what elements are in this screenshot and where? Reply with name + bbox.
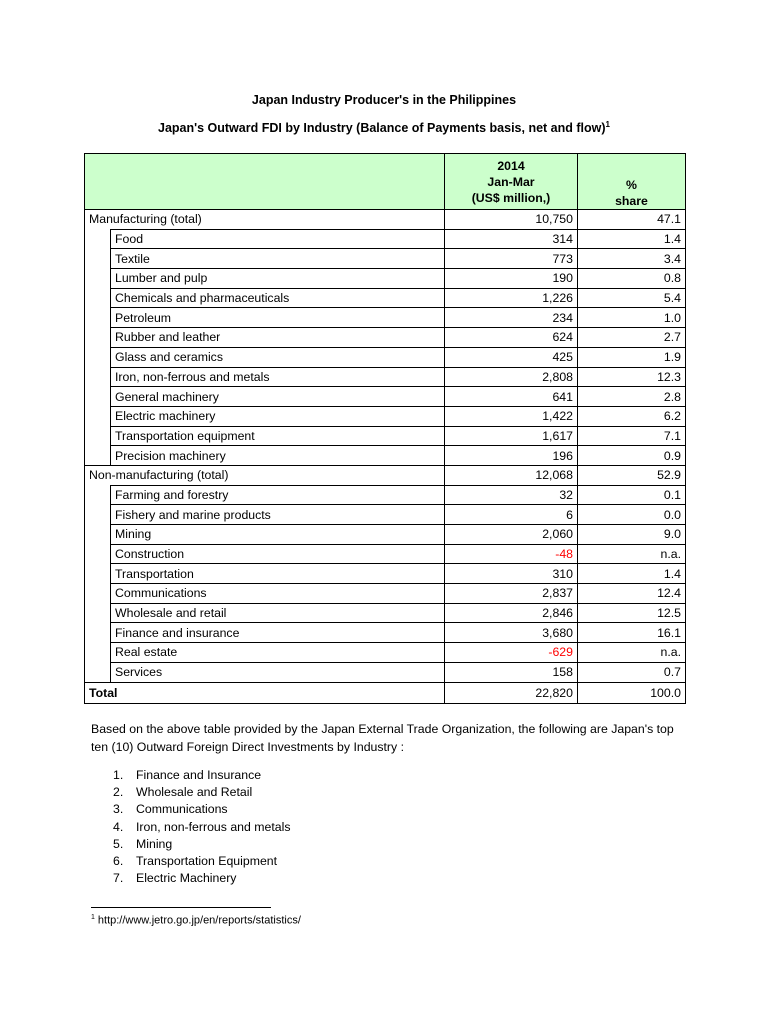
row-share: 12.3 <box>578 367 686 387</box>
manufacturing-total-row <box>85 210 686 230</box>
row-value: 641 <box>445 387 578 407</box>
footnote-divider <box>91 907 271 908</box>
table-row <box>85 249 686 269</box>
list-item <box>113 836 290 853</box>
indent-spacer <box>85 387 111 407</box>
list-number: 4. <box>113 819 124 834</box>
table-row <box>85 406 686 426</box>
table-row <box>85 505 686 525</box>
indent-spacer <box>85 269 111 289</box>
row-label: Fishery and marine products <box>111 505 445 525</box>
list-item <box>113 801 290 818</box>
table-row <box>85 584 686 604</box>
row-value: -48 <box>445 544 578 564</box>
row-value: 2,846 <box>445 603 578 623</box>
footnote-link[interactable]: http://www.jetro.go.jp/en/reports/statistics/ <box>97 914 301 927</box>
top-investments-list <box>113 767 290 887</box>
table-row <box>85 269 686 289</box>
list-text: Iron, non-ferrous and metals <box>136 819 291 834</box>
indent-spacer <box>85 485 111 505</box>
indent-spacer <box>85 505 111 525</box>
list-text: Communications <box>136 802 228 817</box>
table-row <box>85 643 686 663</box>
list-item <box>113 784 290 801</box>
indent-spacer <box>85 564 111 584</box>
document-title: Japan Industry Producer's in the Philippines <box>251 93 517 107</box>
indent-spacer <box>85 525 111 545</box>
row-label: Iron, non-ferrous and metals <box>111 367 445 387</box>
row-share: n.a. <box>578 643 686 663</box>
row-label: Transportation <box>111 564 445 584</box>
row-share: 6.2 <box>578 406 686 426</box>
row-value: 190 <box>445 269 578 289</box>
list-number: 5. <box>113 836 124 851</box>
row-value: 425 <box>445 347 578 367</box>
indent-spacer <box>85 367 111 387</box>
row-label: Manufacturing (total) <box>85 210 445 230</box>
table-row <box>85 564 686 584</box>
table-row <box>85 544 686 564</box>
row-value: 6 <box>445 505 578 525</box>
row-label: Petroleum <box>111 308 445 328</box>
footnote-ref: 1 <box>605 119 610 129</box>
row-label: Transportation equipment <box>111 426 445 446</box>
row-value: 10,750 <box>445 210 578 230</box>
row-share: 3.4 <box>578 249 686 269</box>
indent-spacer <box>85 623 111 643</box>
summary-paragraph: Based on the above table provided by the Japan External Trade Organization, the following are Japan's top ten (10) Outward Foreign Direct Investments by Industry : <box>91 722 674 754</box>
indent-spacer <box>85 662 111 682</box>
row-value: 314 <box>445 229 578 249</box>
row-label: Rubber and leather <box>111 328 445 348</box>
row-share: 47.1 <box>578 210 686 230</box>
row-value: 1,422 <box>445 406 578 426</box>
row-share: 9.0 <box>578 525 686 545</box>
list-text: Electric Machinery <box>136 871 237 886</box>
row-share: 0.9 <box>578 446 686 466</box>
row-value: 1,617 <box>445 426 578 446</box>
grand-total-row <box>85 682 686 703</box>
row-value: 158 <box>445 662 578 682</box>
row-share: 2.7 <box>578 328 686 348</box>
table-subtitle: Japan's Outward FDI by Industry (Balance of Payments basis, net and flow)$^1$ <box>158 119 610 135</box>
table-row <box>85 446 686 466</box>
row-share: 2.8 <box>578 387 686 407</box>
row-value: 310 <box>445 564 578 584</box>
row-share: 52.9 <box>578 465 686 485</box>
indent-spacer <box>85 544 111 564</box>
table-row <box>85 288 686 308</box>
total-share: 100.0 <box>578 682 686 703</box>
row-share: 0.0 <box>578 505 686 525</box>
row-label: Mining <box>111 525 445 545</box>
row-share: 5.4 <box>578 288 686 308</box>
row-share: n.a. <box>578 544 686 564</box>
indent-spacer <box>85 328 111 348</box>
row-label: Construction <box>111 544 445 564</box>
row-label: General machinery <box>111 387 445 407</box>
row-share: 12.4 <box>578 584 686 604</box>
row-label: Glass and ceramics <box>111 347 445 367</box>
table-row <box>85 347 686 367</box>
list-item <box>113 853 290 870</box>
row-share: 1.4 <box>578 229 686 249</box>
header-year-cell: 2014 Jan-Mar (US$ million,) <box>445 154 578 210</box>
row-value: 234 <box>445 308 578 328</box>
row-value: 2,808 <box>445 367 578 387</box>
row-value: 32 <box>445 485 578 505</box>
list-text: Transportation Equipment <box>136 854 278 869</box>
row-label: Farming and forestry <box>111 485 445 505</box>
row-label: Chemicals and pharmaceuticals <box>111 288 445 308</box>
table-row <box>85 387 686 407</box>
row-label: Textile <box>111 249 445 269</box>
row-value: 12,068 <box>445 465 578 485</box>
nonmanufacturing-total-row <box>85 465 686 485</box>
table-row <box>85 603 686 623</box>
table-row <box>85 229 686 249</box>
row-value: 196 <box>445 446 578 466</box>
table-header-row <box>85 154 686 210</box>
list-number: 3. <box>113 802 124 817</box>
header-share-cell: % share <box>578 154 686 210</box>
row-label: Communications <box>111 584 445 604</box>
total-value: 22,820 <box>445 682 578 703</box>
row-label: Wholesale and retail <box>111 603 445 623</box>
row-label: Lumber and pulp <box>111 269 445 289</box>
list-text: Finance and Insurance <box>136 768 262 782</box>
indent-spacer <box>85 406 111 426</box>
table-row <box>85 308 686 328</box>
list-item <box>113 819 290 836</box>
row-label: Services <box>111 662 445 682</box>
row-label: Precision machinery <box>111 446 445 466</box>
indent-spacer <box>85 643 111 663</box>
list-number: 6. <box>113 854 124 869</box>
row-share: 7.1 <box>578 426 686 446</box>
row-share: 0.1 <box>578 485 686 505</box>
table-row <box>85 485 686 505</box>
row-value: 773 <box>445 249 578 269</box>
row-share: 16.1 <box>578 623 686 643</box>
row-share: 12.5 <box>578 603 686 623</box>
table-row <box>85 328 686 348</box>
row-label: Electric machinery <box>111 406 445 426</box>
table-row <box>85 525 686 545</box>
indent-spacer <box>85 584 111 604</box>
list-number: 1. <box>113 768 124 782</box>
indent-spacer <box>85 288 111 308</box>
indent-spacer <box>85 603 111 623</box>
indent-spacer <box>85 446 111 466</box>
row-share: 1.0 <box>578 308 686 328</box>
row-label: Real estate <box>111 643 445 663</box>
row-value: 2,060 <box>445 525 578 545</box>
row-value: 3,680 <box>445 623 578 643</box>
row-share: 1.4 <box>578 564 686 584</box>
fdi-table <box>84 153 686 704</box>
list-number: 2. <box>113 785 124 800</box>
list-text: Mining <box>136 836 173 851</box>
table-row <box>85 367 686 387</box>
table-row <box>85 426 686 446</box>
row-value: 1,226 <box>445 288 578 308</box>
row-share: 0.8 <box>578 269 686 289</box>
indent-spacer <box>85 426 111 446</box>
row-value: 2,837 <box>445 584 578 604</box>
indent-spacer <box>85 229 111 249</box>
table-row <box>85 623 686 643</box>
row-label: Finance and insurance <box>111 623 445 643</box>
total-label: Total <box>85 682 445 703</box>
row-value: -629 <box>445 643 578 663</box>
list-number: 7. <box>113 871 124 886</box>
row-label: Food <box>111 229 445 249</box>
row-share: 1.9 <box>578 347 686 367</box>
footnote: $^1$ http://www.jetro.go.jp/en/reports/statistics/ <box>91 914 301 927</box>
indent-spacer <box>85 347 111 367</box>
table-row <box>85 662 686 682</box>
list-item <box>113 767 290 784</box>
row-label: Non-manufacturing (total) <box>85 465 445 485</box>
indent-spacer <box>85 308 111 328</box>
header-label-cell <box>85 154 445 210</box>
indent-spacer <box>85 249 111 269</box>
row-share: 0.7 <box>578 662 686 682</box>
list-item <box>113 870 290 887</box>
row-value: 624 <box>445 328 578 348</box>
list-text: Wholesale and Retail <box>136 785 253 800</box>
